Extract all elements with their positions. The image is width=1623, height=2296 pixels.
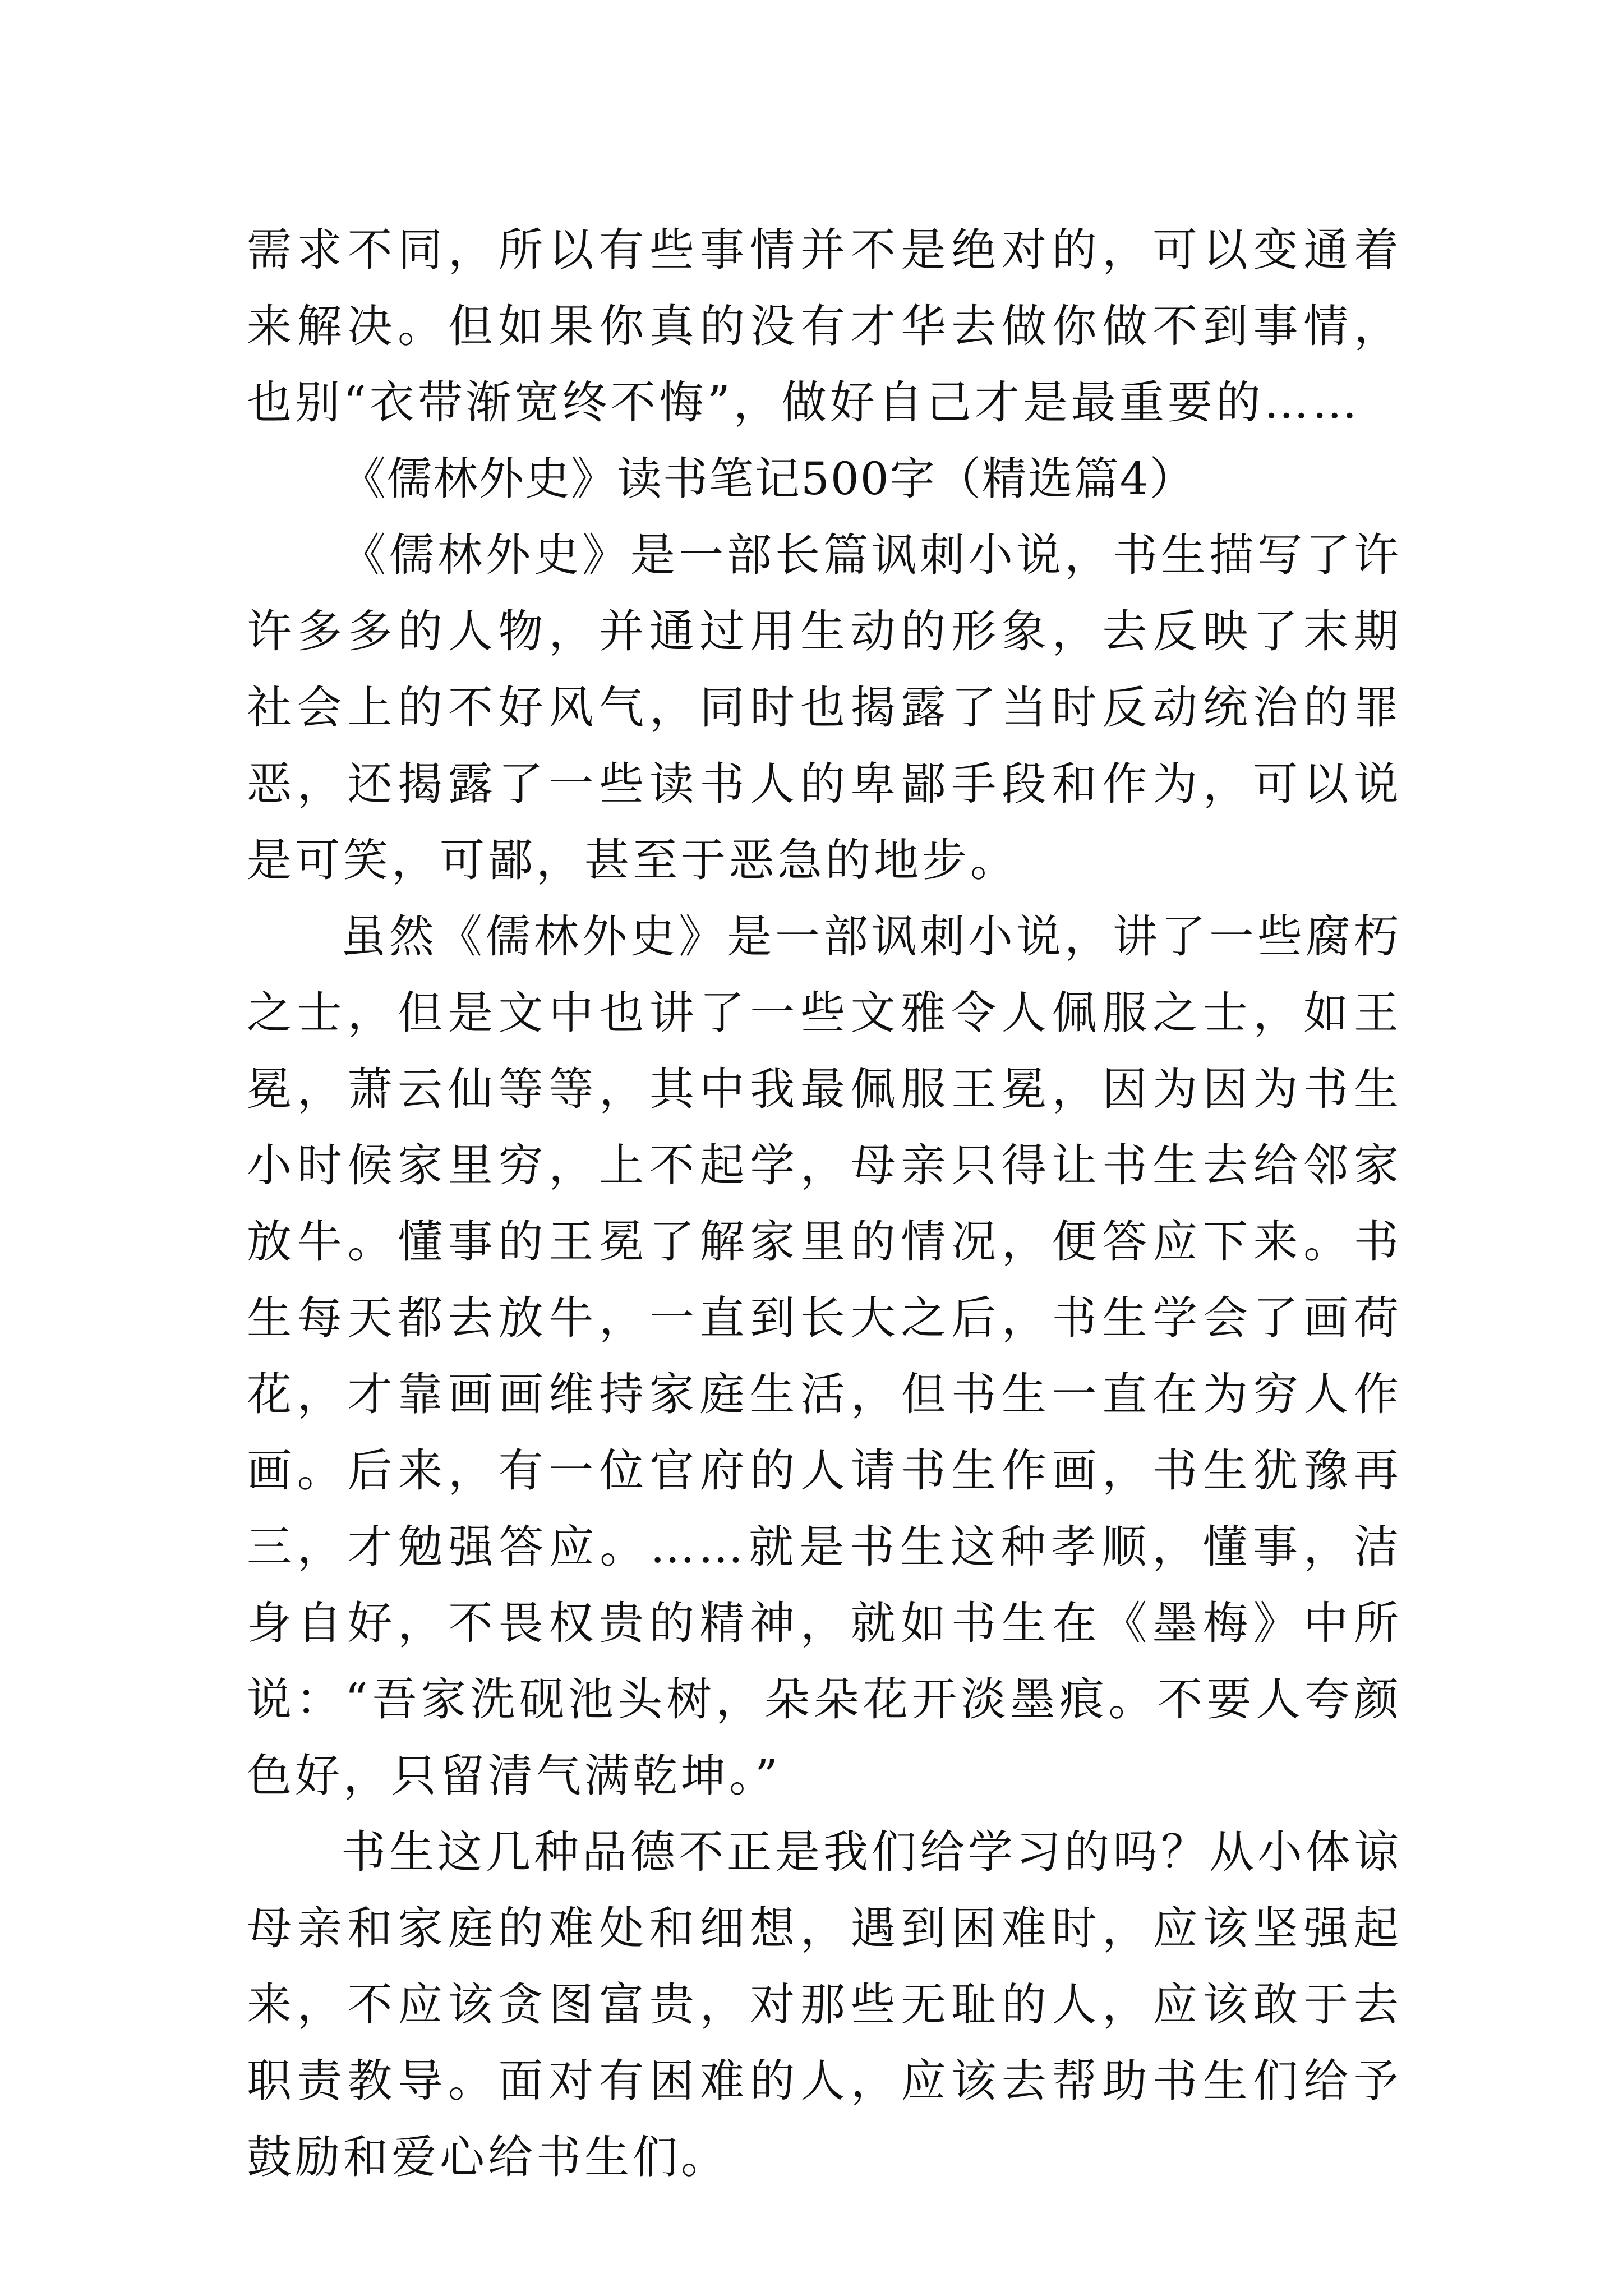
paragraph-intro: 《儒林外史》是一部长篇讽刺小说，书生描写了许许多多的人物，并通过用生动的形象，去反映了末期社会上的不好风气，同时也揭露了当时反动统治的罪恶，还揭露了一些读书人的卑鄙手段和作为，可以说是可笑，可鄙，甚至于恶急的地步。 [247,529,1402,886]
document-body [247,212,1402,2196]
paragraph-wang-mian: 虽然《儒林外史》是一部讽刺小说，讲了一些腐朽之士，但是文中也讲了一些文雅令人佩服之士，如王冕，萧云仙等等，其中我最佩服王冕，因为因为书生小时候家里穷，上不起学，母亲只得让书生去给邻家放牛。懂事的王冕了解家里的情况，便答应下来。书生每天都去放牛，一直到长大之后，书生学会了画荷花，才靠画画维持家庭生活，但书生一直在为穷人作画。后来，有一位官府的人请书生作画，书生犹豫再三，才勉强答应。……就是书生这种孝顺，懂事，洁身自好，不畏权贵的精神，就如书生在《墨梅》中所说：“吾家洗砚池头树，朵朵花开淡墨痕。不要人夸颜色好，只留清气满乾坤。” [247,910,1402,1802]
paragraph-continuation: 需求不同，所以有些事情并不是绝对的，可以变通着来解决。但如果你真的没有才华去做你做不到事情，也别“衣带渐宽终不悔”，做好自己才是最重要的…… [247,224,1402,429]
paragraph-conclusion: 书生这几种品德不正是我们给学习的吗？从小体谅母亲和家庭的难处和细想，遇到困难时，应该坚强起来，不应该贪图富贵，对那些无耻的人，应该敢于去职责教导。面对有困难的人，应该去帮助书生们给予鼓励和爱心给书生们。 [247,1826,1402,2183]
section-heading: 《儒林外史》读书笔记500字（精选篇4） [341,453,1196,505]
